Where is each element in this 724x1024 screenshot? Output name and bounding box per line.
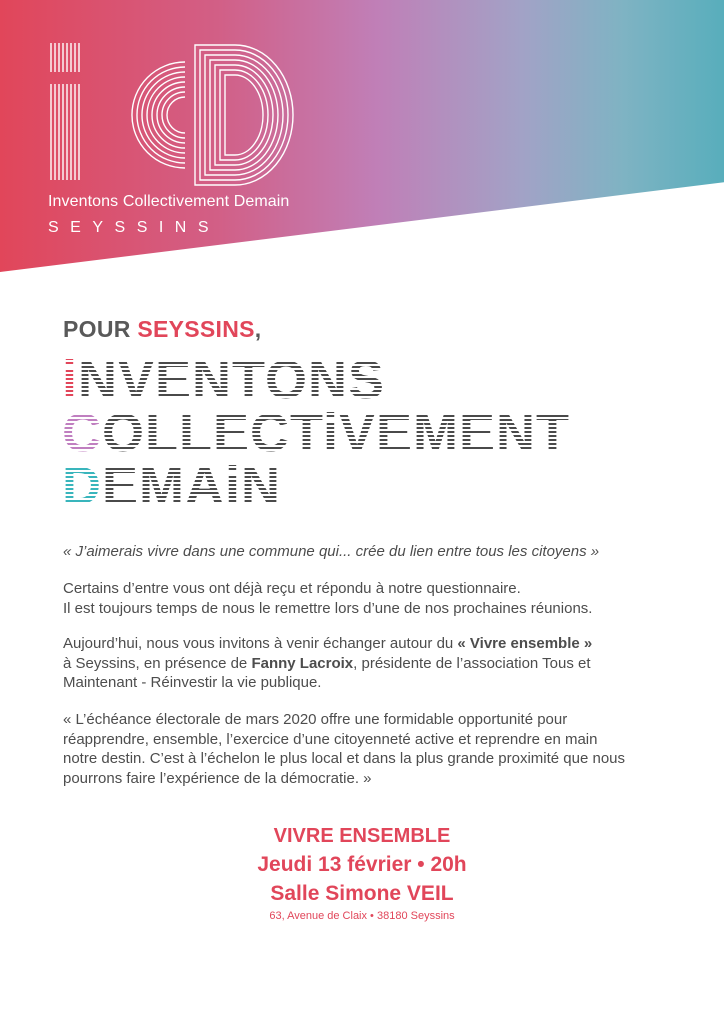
invitation-text-f: Maintenant - Réinvestir la vie publique. [63,674,322,691]
invitation-text-c: à Seyssins, en présence de [63,654,252,672]
logo-letter-d [195,45,293,185]
intro-pour: POUR [63,316,138,342]
logo-city: SEYSSINS [48,219,221,236]
event-date: Jeudi 13 février • 20h [257,853,467,876]
election-quote-line-1: « L’échéance électorale de mars 2020 offre une formidable opportunité pour [63,711,568,728]
headline-initial-i: i [62,350,79,410]
event-title: VIVRE ENSEMBLE [273,825,451,847]
headline-line-demain [62,452,702,518]
paragraph-questionnaire-line-2: Il est toujours temps de nous le remettre lors d’une de nos prochaines réunions. [63,599,593,617]
election-quote-line-2: réapprendre, ensemble, l’exercice d’une citoyenneté active et reprendre en main [63,730,598,748]
intro-comma: , [254,316,262,342]
event-address: 63, Avenue de Claix • 38180 Seyssins [269,910,455,922]
event-place: Salle Simone VEIL [270,882,454,905]
invitation-text-e: , présidente de l’association Tous et [353,654,591,672]
citizen-quote: « J’aimerais vivre dans une commune qui... crée du lien entre tous les citoyens » [63,543,600,560]
logo-letter-c [132,62,185,168]
paragraph-questionnaire [63,579,673,618]
paragraph-invitation [63,634,673,693]
invitation-guest-name: Fanny Lacroix [251,654,354,672]
logo-tagline: Inventons Collectivement Demain [48,193,290,210]
election-quote-line-3: notre destin. C’est à l’échelon le plus local et dans la plus grande proximité que nous [63,750,626,767]
svg-text:DEMAiN [62,456,281,516]
logo-letter-i [51,43,79,180]
invitation-theme: « Vivre ensemble » [457,635,593,652]
headline-word-collectivement: OLLECTiVEMENT [102,403,571,463]
headline-word-inventons: NVENTONS [78,350,386,410]
intro-heading [63,316,262,343]
intro-seyssins: SEYSSINS [137,316,255,342]
paragraph-questionnaire-line-1: Certains d’entre vous ont déjà reçu et répondu à notre questionnaire. [63,580,521,597]
paragraph-election-quote [63,710,673,788]
icd-logo [45,40,295,190]
headline-initial-c: C [62,403,102,463]
headline-initial-d: D [62,456,102,516]
headline-word-demain: EMAiN [102,456,281,516]
invitation-text-a: Aujourd’hui, nous vous invitons à venir échanger autour du [63,635,458,652]
election-quote-line-4: pourrons faire l’expérience de la démocratie. » [63,769,372,787]
